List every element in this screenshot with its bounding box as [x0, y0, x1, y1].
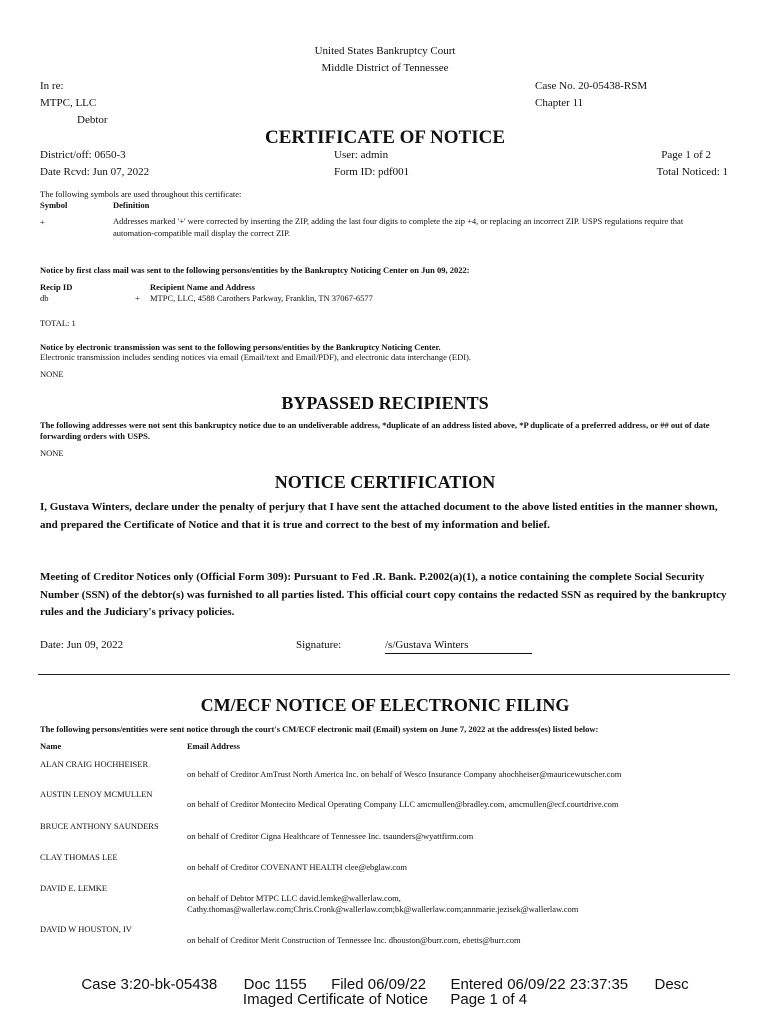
bypassed-text: The following addresses were not sent this bankruptcy notice due to an undeliverable address, *duplicate of an address listed above, *P duplicate of a preferred address, or ## out of date forwarding orders with USPS. [40, 420, 710, 441]
section-divider [38, 674, 730, 675]
cmecf-name-header: Name [40, 741, 62, 751]
date-received: Date Rcvd: Jun 07, 2022 [40, 166, 150, 178]
signature-value: /s/Gustava Winters [385, 639, 532, 654]
bypassed-title: BYPASSED RECIPIENTS [281, 393, 489, 413]
footer-page: Page 1 of 4 [450, 991, 528, 1008]
cmecf-title: CM/ECF NOTICE OF ELECTRONIC FILING [200, 695, 570, 715]
debtor-name: MTPC, LLC [40, 97, 97, 109]
signature-label: Signature: [296, 639, 342, 651]
recipient-address: MTPC, LLC, 4588 Carothers Parkway, Franklin, TN 37067-6577 [150, 293, 373, 303]
recipient-email: on behalf of Debtor MTPC LLC david.lemke@wallerlaw.com, [187, 893, 401, 903]
symbol-header: Symbol [40, 200, 68, 210]
plus-definition: Addresses marked '+' were corrected by inserting the ZIP, adding the last four digits to complete the zip +4, or replacing an incorrect ZIP. USPS regulations require that automation-compatible mail display the correct ZIP. [113, 216, 684, 238]
recipient-header: Recipient Name and Address [150, 282, 255, 292]
footer-filed: Filed 06/09/22 [331, 976, 427, 993]
electronic-notice-subline: Electronic transmission includes sending notices via email (Email/text and Email/PDF), and electronic data interchange (EDI). [40, 352, 472, 362]
recipient-email: on behalf of Creditor Merit Construction of Tennessee Inc. dhouston@burr.com, ebetts@burr.com [187, 935, 521, 945]
recipient-email: on behalf of Creditor Montecito Medical Operating Company LLC amcmullen@bradley.com, amcmullen@ecf.courtdrive.com [187, 799, 619, 809]
page-count: Page 1 of 2 [661, 149, 711, 161]
certification-ssn-notice: Meeting of Creditor Notices only (Official Form 309): Pursuant to Fed .R. Bank. P.2002(a)(1), a notice containing the complete Social Security Number (SSN) of the debtor(s) was furnished to all parties listed. This official court copy contains the redacted SSN as required by the bankruptcy rules and the Judiciary's privacy policies. [40, 571, 727, 618]
electronic-notice-value: NONE [40, 369, 64, 379]
recip-mark: + [135, 293, 140, 303]
user: User: admin [334, 149, 389, 161]
form-id: Form ID: pdf001 [334, 166, 410, 178]
symbols-intro: The following symbols are used throughout this certificate: [40, 189, 242, 199]
mail-notice-heading: Notice by first class mail was sent to the following persons/entities by the Bankruptcy Noticing Center on Jun 09, 2022: [40, 265, 470, 275]
recipient-email: on behalf of Creditor COVENANT HEALTH clee@ebglaw.com [187, 862, 407, 872]
debtor-label: Debtor [77, 114, 108, 126]
cmecf-email-header: Email Address [187, 741, 240, 751]
recipient-name: DAVID E. LEMKE [40, 883, 108, 893]
in-re-label: In re: [40, 80, 64, 92]
recipient-email-continued: Cathy.thomas@wallerlaw.com;Chris.Cronk@wallerlaw.com;bk@wallerlaw.com;annmarie.jezisek@wallerlaw.com [187, 904, 579, 914]
chapter: Chapter 11 [535, 97, 584, 109]
recipient-name: BRUCE ANTHONY SAUNDERS [40, 821, 159, 831]
recip-id-header: Recip ID [40, 282, 73, 292]
total-noticed: Total Noticed: 1 [656, 166, 728, 178]
footer-desc: Desc [654, 976, 689, 993]
district-office: District/off: 0650-3 [40, 149, 126, 161]
footer-imaged: Imaged Certificate of Notice [242, 991, 428, 1008]
certificate-title: CERTIFICATE OF NOTICE [264, 127, 506, 148]
court-district: Middle District of Tennessee [321, 62, 449, 74]
mail-total: TOTAL: 1 [40, 318, 76, 328]
cmecf-intro: The following persons/entities were sent notice through the court's CM/ECF electronic mail (Email) system on June 7, 2022 at the address(es) listed below: [40, 724, 599, 734]
filing-stamp-line2 [0, 991, 770, 1008]
footer-case: Case 3:20-bk-05438 [81, 976, 218, 993]
recipient-name: AUSTIN LENOY MCMULLEN [40, 789, 153, 799]
recip-id: db [40, 293, 49, 303]
recipient-name: ALAN CRAIG HOCHHEISER [40, 759, 149, 769]
recipient-email: on behalf of Creditor AmTrust North America Inc. on behalf of Wesco Insurance Company ahochheiser@mauricewutscher.com [187, 769, 622, 779]
definition-header: Definition [113, 200, 150, 210]
case-number: Case No. 20-05438-RSM [535, 80, 648, 92]
bypassed-value: NONE [40, 448, 64, 458]
recipient-name: CLAY THOMAS LEE [40, 852, 118, 862]
recipient-name: DAVID W HOUSTON, IV [40, 924, 132, 934]
certification-declaration: I, Gustava Winters, declare under the penalty of perjury that I have sent the attached document to the above listed entities in the manner shown, and prepared the Certificate of Notice and that it is true and correct to the best of my information and belief. [40, 501, 718, 531]
footer-doc: Doc 1155 [243, 976, 307, 993]
electronic-notice-heading: Notice by electronic transmission was sent to the following persons/entities by the Bankruptcy Noticing Center. [40, 342, 441, 352]
recipient-email: on behalf of Creditor Cigna Healthcare of Tennessee Inc. tsaunders@wyattfirm.com [187, 831, 474, 841]
plus-symbol: + [40, 217, 45, 227]
footer-entered: Entered 06/09/22 23:37:35 [450, 976, 629, 993]
certification-title: NOTICE CERTIFICATION [274, 472, 496, 492]
court-name: United States Bankruptcy Court [314, 45, 456, 57]
certification-date: Date: Jun 09, 2022 [40, 639, 124, 651]
